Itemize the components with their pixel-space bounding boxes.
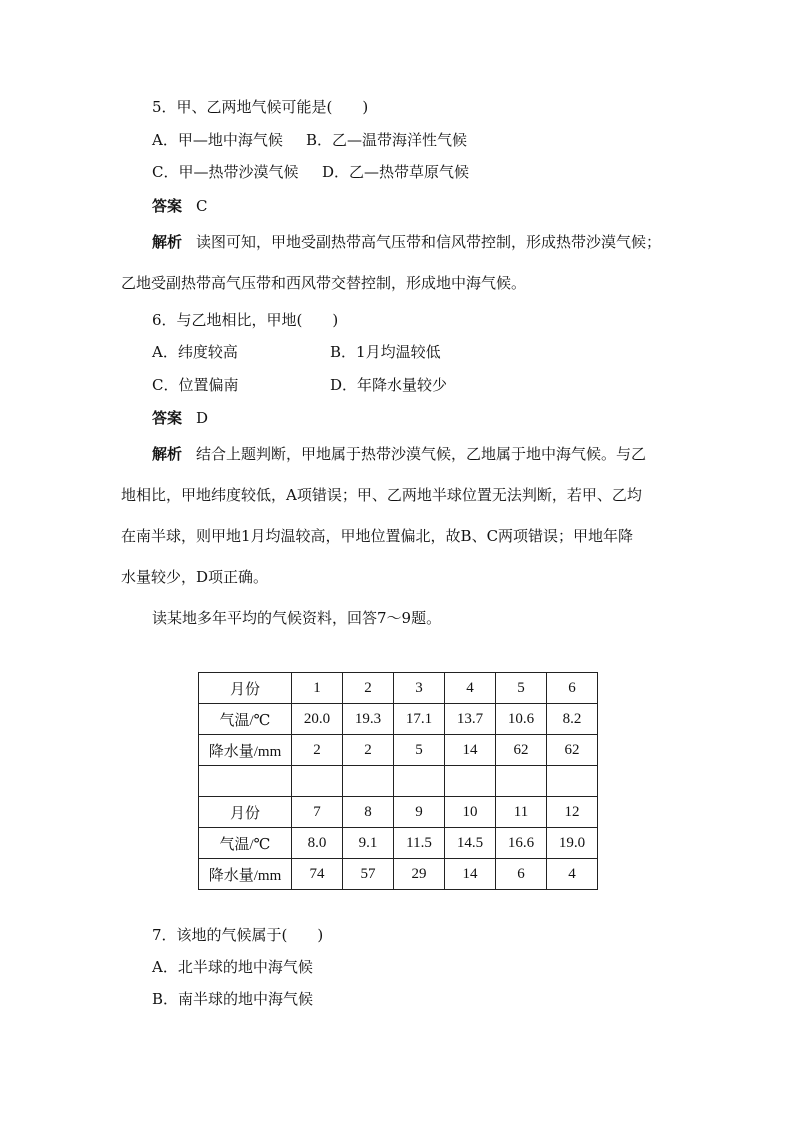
table-cell: 12 [547,797,598,828]
answer-label: 答案 [152,197,183,215]
table-row [199,859,598,890]
q6-option-d: D．年降水量较少 [330,376,448,394]
analysis-text: 读图可知，甲地受副热带高气压带和信风带控制，形成热带沙漠气候； [196,233,662,251]
answer-label: 答案 [152,409,183,427]
table-cell: 29 [394,859,445,890]
q5-option-b: B．乙—温带海洋性气候 [306,131,468,149]
q6-analysis-line-2: 地相比，甲地纬度较低，A项错误；甲、乙两地半球位置无法判断，若甲、乙均 [121,486,642,504]
table-cell: 7 [292,797,343,828]
table-cell: 19.3 [343,704,394,735]
row-label-month: 月份 [199,797,292,828]
table-cell: 5 [496,673,547,704]
table-cell-empty [445,766,496,797]
table-cell: 9 [394,797,445,828]
table-cell-empty [199,766,292,797]
table-cell: 6 [496,859,547,890]
table-row [199,828,598,859]
q6-option-c: C．位置偏南 [152,376,239,394]
table-row [199,797,598,828]
intro-text: 读某地多年平均的气候资料，回答7～9题。 [152,609,442,627]
table-cell: 6 [547,673,598,704]
table-cell: 19.0 [547,828,598,859]
table-cell: 11 [496,797,547,828]
analysis-label: 解析 [152,233,183,251]
table-cell: 4 [547,859,598,890]
table-cell: 14 [445,735,496,766]
table-cell: 74 [292,859,343,890]
table-cell: 5 [394,735,445,766]
q7-option-a: A．北半球的地中海气候 [152,958,313,976]
row-label-temp: 气温/℃ [199,704,292,735]
table-row [199,673,598,704]
table-cell: 3 [394,673,445,704]
table-cell: 14.5 [445,828,496,859]
table-cell: 8.2 [547,704,598,735]
analysis-label: 解析 [152,445,183,463]
answer-value: C [196,197,208,215]
q5-question: 5．甲、乙两地气候可能是( ) [152,98,369,116]
q6-analysis-line-4: 水量较少，D项正确。 [121,568,269,586]
table-cell: 13.7 [445,704,496,735]
table-cell-empty [547,766,598,797]
q5-option-a: A．甲—地中海气候 [152,131,283,149]
table-cell-empty [394,766,445,797]
row-label-precip: 降水量/mm [199,859,292,890]
table-cell: 2 [343,735,394,766]
table-cell: 4 [445,673,496,704]
climate-table [198,672,598,890]
table-cell-empty [292,766,343,797]
row-label-precip: 降水量/mm [199,735,292,766]
table-cell: 20.0 [292,704,343,735]
table-cell: 1 [292,673,343,704]
table-cell: 10.6 [496,704,547,735]
row-label-month: 月份 [199,673,292,704]
table-cell-empty [496,766,547,797]
table-cell: 10 [445,797,496,828]
q7-question: 7．该地的气候属于( ) [152,926,324,944]
table-cell: 2 [292,735,343,766]
analysis-text: 结合上题判断，甲地属于热带沙漠气候，乙地属于地中海气候。与乙 [196,445,647,463]
q5-answer [152,196,208,216]
q7-option-b: B．南半球的地中海气候 [152,990,314,1008]
table-cell: 8.0 [292,828,343,859]
q5-analysis-line-1 [152,232,661,252]
q6-question: 6．与乙地相比，甲地( ) [152,311,339,329]
q5-analysis-line-2: 乙地受副热带高气压带和西风带交替控制，形成地中海气候。 [121,274,527,292]
q6-analysis-line-3: 在南半球，则甲地1月均温较高，甲地位置偏北，故B、C两项错误；甲地年降 [121,527,634,545]
q6-option-b: B．1月均温较低 [330,343,441,361]
row-label-temp: 气温/℃ [199,828,292,859]
table-row [199,704,598,735]
q6-answer [152,408,208,428]
table-cell: 9.1 [343,828,394,859]
table-cell: 8 [343,797,394,828]
table-cell: 14 [445,859,496,890]
table-cell: 11.5 [394,828,445,859]
table-cell: 16.6 [496,828,547,859]
table-cell: 17.1 [394,704,445,735]
q6-analysis-line-1 [152,444,646,464]
table-cell-empty [343,766,394,797]
table-cell: 62 [547,735,598,766]
answer-value: D [196,409,209,427]
q6-option-a: A．纬度较高 [152,343,238,361]
table-cell: 62 [496,735,547,766]
table-cell: 2 [343,673,394,704]
q5-option-c: C．甲—热带沙漠气候 [152,163,299,181]
table-cell: 57 [343,859,394,890]
q5-option-d: D．乙—热带草原气候 [322,163,470,181]
table-row-empty [199,766,598,797]
table-row [199,735,598,766]
